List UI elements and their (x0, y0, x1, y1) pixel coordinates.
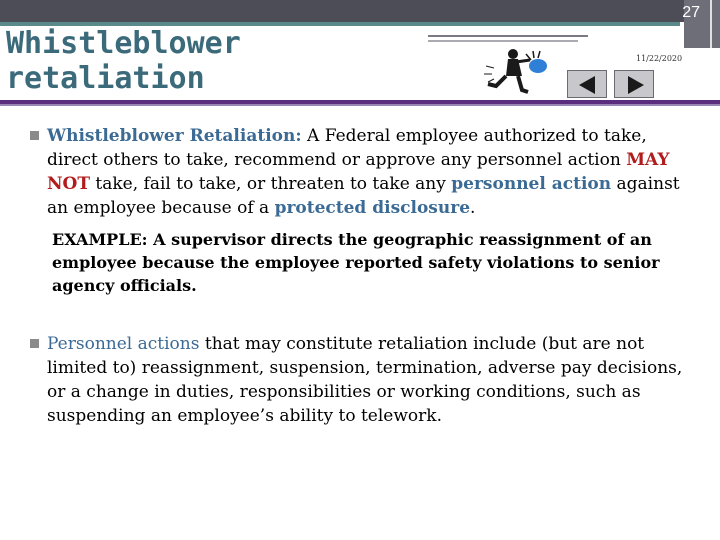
whistleblower-clipart-icon (478, 46, 554, 98)
term-personnel-actions: Personnel actions (47, 334, 200, 354)
bullet-text-part: take, fail to take, or threaten to take any (90, 174, 452, 194)
triangle-left-icon (579, 76, 595, 94)
bullet-text-part: . (470, 198, 476, 218)
bullet-text (47, 332, 698, 428)
bullet-text-part: A Federal employee authorized to take, direct others to take, recommend or approve any personnel action (47, 126, 647, 170)
decorative-line (428, 40, 578, 42)
bullet-marker (30, 131, 39, 140)
previous-slide-button[interactable] (567, 70, 607, 98)
bullet-marker (30, 339, 39, 348)
bullet-text (47, 124, 698, 220)
bullet-whistleblower-retaliation (30, 124, 698, 220)
bullet-text-part: against an employee because of a (47, 174, 680, 218)
slide-number: 27 (682, 4, 700, 21)
next-slide-button[interactable] (614, 70, 654, 98)
bullet-personnel-actions (30, 332, 698, 428)
top-bar (0, 0, 720, 22)
example-text: EXAMPLE: A supervisor directs the geographic reassignment of an employee because the employee reported safety violations to senior agency officials. (52, 230, 660, 295)
title-divider-shadow (0, 104, 720, 106)
term-protected-disclosure: protected disclosure (274, 198, 471, 218)
emphasis-may-not: MAY NOT (47, 150, 670, 194)
top-bar-accent-line (710, 0, 712, 48)
term-whistleblower-retaliation: Whistleblower Retaliation: (47, 126, 302, 146)
decorative-line (428, 35, 588, 37)
term-personnel-action: personnel action (451, 174, 612, 194)
slide-title: Whistleblower retaliation (6, 26, 241, 96)
bullet-text-part: that may constitute retaliation include (but are not limited to) reassignment, suspension, termination, adverse pay decisions, or a change in duties, responsibilities or working conditions, such as suspending an employee’s ability to telework. (47, 334, 683, 426)
slide-date: 11/22/2020 (636, 54, 683, 63)
triangle-right-icon (628, 76, 644, 94)
